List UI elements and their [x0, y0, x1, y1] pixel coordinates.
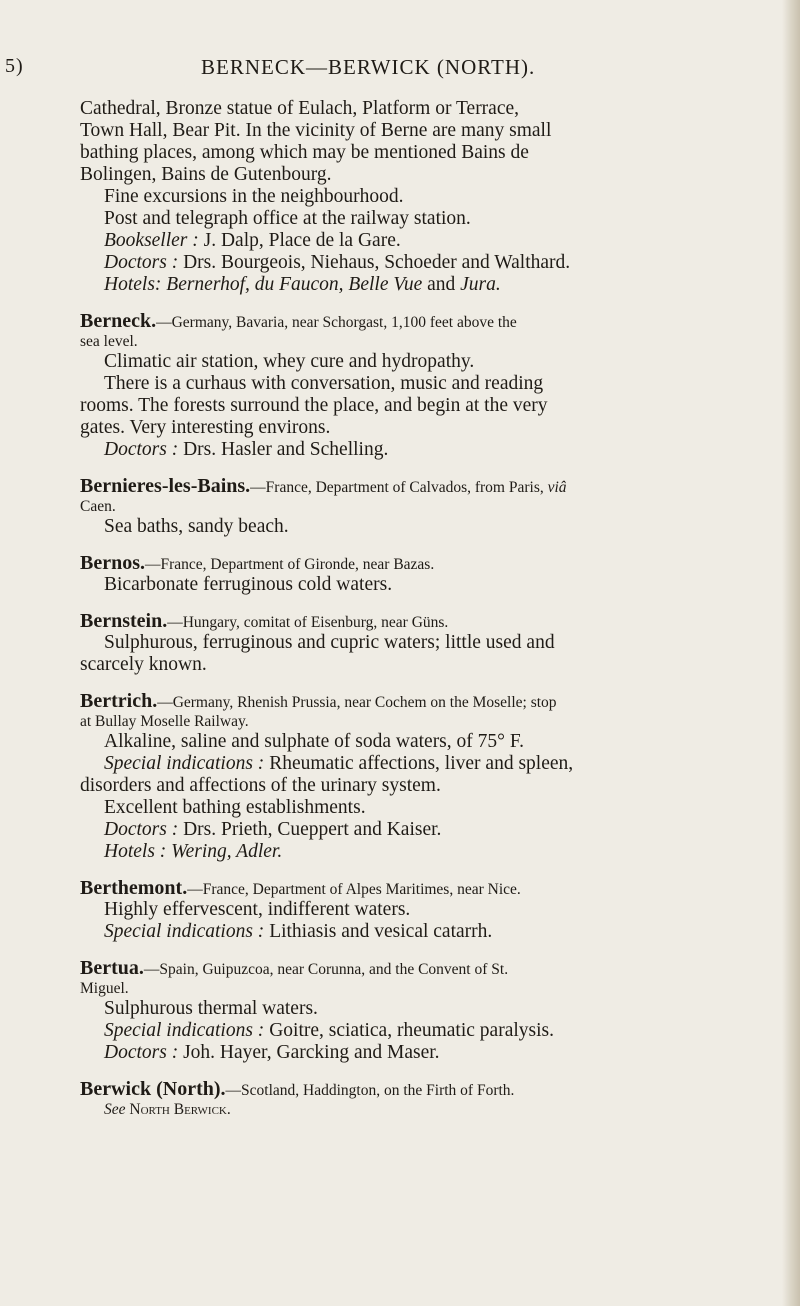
entry-name: Bernstein. [80, 610, 168, 632]
entry-heading [80, 1080, 780, 1100]
special-label: Special indications : [104, 921, 265, 942]
entry-heading [80, 879, 780, 899]
special-value: Goitre, sciatica, rheumatic paralysis. [264, 1020, 554, 1041]
page-edge-shadow [782, 0, 800, 1306]
doctors-label: Doctors : [104, 252, 179, 273]
entry-line: scarcely known. [80, 654, 207, 675]
entry-bertua [80, 959, 780, 1064]
entry-line: Climatic air station, whey cure and hydropathy. [104, 351, 475, 372]
entry-desc: —Germany, Bavaria, near Schorgast, 1,100 feet above the [156, 314, 517, 331]
entry-line: rooms. The forests surround the place, and begin at the very [80, 395, 548, 416]
intro-bookseller [80, 230, 780, 252]
entry-line: disorders and affections of the urinary system. [80, 775, 441, 796]
intro-line: Bolingen, Bains de Gutenbourg. [80, 164, 332, 185]
running-head: BERNECK—BERWICK (NORTH). [201, 55, 536, 79]
special-label: Special indications : [104, 753, 265, 774]
entry-line: Excellent bathing establishments. [104, 797, 366, 818]
hotels-value: Bernerhof, du Faucon, Belle Vue [161, 274, 423, 295]
entry-name: Berthemont. [80, 877, 188, 899]
hotels-and: and [422, 274, 461, 295]
page-body [80, 98, 780, 1119]
doctors-label: Doctors : [104, 1042, 179, 1063]
entry-heading [80, 312, 780, 332]
entry-doctors [80, 819, 780, 841]
bookseller-value: J. Dalp, Place de la Gare. [198, 230, 401, 251]
doctors-value: Drs. Hasler and Schelling. [178, 439, 389, 460]
intro-excursions: Fine excursions in the neighbourhood. [104, 186, 404, 207]
entry-heading [80, 959, 780, 979]
entry-special [80, 1020, 780, 1042]
entry-desc-cont: sea level. [80, 333, 138, 350]
entry-bernieres [80, 477, 780, 538]
intro-line: bathing places, among which may be mentioned Bains de [80, 142, 529, 163]
intro-doctors [80, 252, 780, 274]
entry-line: Bicarbonate ferruginous cold waters. [104, 574, 393, 595]
entry-berneck [80, 312, 780, 461]
doctors-value: Joh. Hayer, Garcking and Maser. [178, 1042, 440, 1063]
entry-doctors [80, 439, 780, 461]
entry-desc: —France, Department of Gironde, near Bazas. [145, 556, 435, 573]
entry-line: gates. Very interesting environs. [80, 417, 331, 438]
hotels-value: Wering, Adler. [166, 841, 283, 862]
entry-heading [80, 692, 780, 712]
entry-hotels [80, 841, 780, 863]
entry-name: Bernieres-les-Bains. [80, 475, 251, 497]
entry-bertrich [80, 692, 780, 863]
entry-desc-cont: Caen. [80, 498, 116, 515]
entry-heading [80, 477, 780, 497]
entry-see-also [80, 1100, 780, 1119]
entry-desc: —Scotland, Haddington, on the Firth of Forth. [225, 1082, 515, 1099]
entry-berthemont [80, 879, 780, 943]
page-number: 5) [5, 55, 24, 77]
entry-bernstein [80, 612, 780, 676]
see-ref: North Berwick. [125, 1101, 231, 1118]
entry-berwick [80, 1080, 780, 1119]
entry-desc: —Germany, Rhenish Prussia, near Cochem on the Moselle; stop [157, 694, 557, 711]
entry-name: Bernos. [80, 552, 145, 574]
hotels-label: Hotels : [104, 841, 167, 862]
entry-desc: —France, Department of Calvados, from Paris, [250, 479, 544, 496]
entry-desc-cont: Miguel. [80, 980, 129, 997]
doctors-label: Doctors : [104, 439, 179, 460]
entry-desc: —Hungary, comitat of Eisenburg, near Güns. [167, 614, 449, 631]
entry-line: Sulphurous thermal waters. [104, 998, 318, 1019]
hotels-label: Hotels: [104, 274, 162, 295]
entry-line: Alkaline, saline and sulphate of soda waters, of 75° F. [104, 731, 524, 752]
see-label: See [104, 1101, 126, 1118]
intro-post: Post and telegraph office at the railway station. [104, 208, 471, 229]
entry-heading [80, 612, 780, 632]
doctors-value: Drs. Bourgeois, Niehaus, Schoeder and Walthard. [178, 252, 571, 273]
doctors-label: Doctors : [104, 819, 179, 840]
entry-desc-cont: at Bullay Moselle Railway. [80, 713, 249, 730]
special-value: Lithiasis and vesical catarrh. [264, 921, 493, 942]
entry-line: Sulphurous, ferruginous and cupric waters; little used and [104, 632, 555, 653]
entry-bernos [80, 554, 780, 596]
entry-special [80, 921, 780, 943]
entry-name: Bertrich. [80, 690, 158, 712]
page-header [0, 55, 800, 85]
entry-line: Sea baths, sandy beach. [104, 516, 289, 537]
entry-line: There is a curhaus with conversation, music and reading [104, 373, 544, 394]
special-label: Special indications : [104, 1020, 265, 1041]
entry-desc: —France, Department of Alpes Maritimes, near Nice. [187, 881, 521, 898]
intro-line: Town Hall, Bear Pit. In the vicinity of Berne are many small [80, 120, 552, 141]
entry-special [80, 753, 780, 775]
entry-heading [80, 554, 780, 574]
intro-hotels [80, 274, 780, 296]
intro-line: Cathedral, Bronze statue of Eulach, Platform or Terrace, [80, 98, 520, 119]
bookseller-label: Bookseller : [104, 230, 199, 251]
special-value: Rheumatic affections, liver and spleen, [264, 753, 574, 774]
entry-line: Highly effervescent, indifferent waters. [104, 899, 411, 920]
entry-name: Bertua. [80, 957, 144, 979]
hotels-value-last: Jura. [460, 274, 501, 295]
entry-name: Berneck. [80, 310, 157, 332]
entry-via: viâ [543, 479, 567, 496]
entry-name: Berwick (North). [80, 1078, 226, 1100]
entry-desc: —Spain, Guipuzcoa, near Corunna, and the Convent of St. [143, 961, 509, 978]
entry-doctors [80, 1042, 780, 1064]
doctors-value: Drs. Prieth, Cueppert and Kaiser. [178, 819, 442, 840]
intro-section [80, 98, 780, 296]
